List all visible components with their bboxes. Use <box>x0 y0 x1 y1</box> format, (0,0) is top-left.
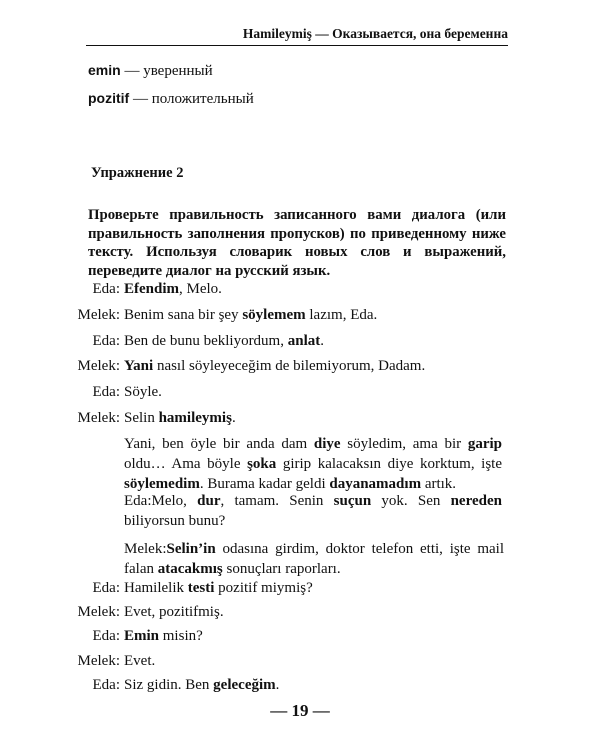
dialogue-text: söyledim, ama bir <box>340 436 468 452</box>
vocab-highlight: söylemem <box>242 307 306 323</box>
dialogue-line <box>77 307 378 324</box>
dialogue-line <box>77 653 156 670</box>
speaker-label: Eda: <box>92 333 120 349</box>
dialogue-text: Hamilelik <box>124 580 188 596</box>
vocab-highlight: Yani <box>124 358 154 374</box>
dialogue-line <box>92 628 203 645</box>
dialogue-text: sonuçları raporları. <box>222 561 341 577</box>
dialogue-text: Benim sana bir şey <box>124 307 243 323</box>
vocab-highlight: dur <box>197 493 221 509</box>
speaker-label: Eda: <box>92 628 120 644</box>
dialogue-line <box>124 491 502 531</box>
exercise-heading: Упражнение 2 <box>91 165 184 181</box>
speaker-label: Eda: <box>124 493 152 509</box>
dialogue-text: odasına girdim, doktor telefon etti, işte mail falan <box>124 541 504 577</box>
speaker-label: Melek: <box>77 358 120 374</box>
vocab-highlight: anlat <box>287 333 321 349</box>
dialogue-text: . Burama kadar geldi <box>199 476 330 492</box>
vocab-highlight: hamileymiş <box>158 410 232 426</box>
dialogue-line <box>92 580 313 597</box>
vocab-highlight: söylemedim <box>124 476 200 492</box>
dialogue-text: Siz gidin. Ben <box>124 677 214 693</box>
vocab-entry <box>88 90 254 108</box>
dialogue-text: Yani, ben öyle bir anda dam <box>124 436 314 452</box>
vocab-highlight: şoka <box>247 456 277 472</box>
vocab-highlight: Efendim <box>124 281 180 297</box>
vocab-highlight: garip <box>467 436 502 452</box>
dialogue-text: Evet. <box>124 653 156 669</box>
speaker-label: Eda: <box>92 677 120 693</box>
speaker-label: Melek: <box>77 307 120 323</box>
vocab-translation: — уверенный <box>120 63 213 79</box>
dialogue-text: Ben de bunu bekliyordum, <box>124 333 288 349</box>
dialogue-continuation <box>124 434 502 494</box>
speaker-label: Eda: <box>92 384 120 400</box>
vocab-highlight: nereden <box>450 493 502 509</box>
dialogue-line <box>77 410 236 427</box>
dialogue-line <box>77 358 426 375</box>
dialogue-line <box>77 604 224 621</box>
vocab-word: pozitif <box>88 90 130 106</box>
exercise-instruction: Проверьте правильность записанного вами диалога (или правильность заполнения пропусков) по приведенному ниже тексту. Используя словарик новых слов и выражений, переведите диалог на русский язык. <box>88 207 506 279</box>
dialogue-text: Selin <box>124 410 159 426</box>
vocab-highlight: suçun <box>333 493 372 509</box>
dialogue-text: Melo, <box>151 493 198 509</box>
speaker-label: Eda: <box>92 281 120 297</box>
vocab-highlight: atacakmış <box>157 561 223 577</box>
speaker-label: Melek: <box>124 541 167 557</box>
dialogue-text: lazım, Eda. <box>305 307 378 323</box>
dialogue-text: pozitif miymiş? <box>214 580 313 596</box>
running-header: Hamileymiş — Оказывается, она беременна <box>242 26 508 41</box>
vocab-translation: — положительный <box>129 91 254 107</box>
speaker-label: Eda: <box>92 580 120 596</box>
dialogue-text: biliyorsun bunu? <box>124 513 226 529</box>
vocab-highlight: geleceğim <box>213 677 276 693</box>
dialogue-text: Evet, pozitifmiş. <box>124 604 224 620</box>
dialogue-text: , tamam. Senin <box>220 493 334 509</box>
speaker-label: Melek: <box>77 653 120 669</box>
vocab-highlight: testi <box>187 580 215 596</box>
dialogue-text: misin? <box>159 628 203 644</box>
header-rule <box>86 45 508 46</box>
dialogue-line <box>92 677 280 694</box>
dialogue-line <box>124 539 504 579</box>
dialogue-text: yok. Sen <box>371 493 451 509</box>
speaker-label: Melek: <box>77 410 120 426</box>
vocab-highlight: Emin <box>124 628 160 644</box>
vocab-highlight: Selin’in <box>166 541 216 557</box>
dialogue-text: , Melo. <box>179 281 222 297</box>
dialogue-line <box>92 384 162 401</box>
dialogue-text: nasıl söyleyeceğim de bilemiyorum, Dadam. <box>153 358 426 374</box>
speaker-label: Melek: <box>77 604 120 620</box>
vocab-highlight: diye <box>313 436 341 452</box>
dialogue-line <box>92 281 222 298</box>
vocab-highlight: dayanamadım <box>329 476 422 492</box>
dialogue-text: oldu… Ama böyle <box>124 456 248 472</box>
dialogue-line <box>92 333 324 350</box>
dialogue-text: girip kalacaksın diye korktum, işte <box>276 456 502 472</box>
vocab-entry <box>88 62 213 80</box>
dialogue-text: . <box>275 677 280 693</box>
dialogue-text: . <box>320 333 324 349</box>
vocab-word: emin <box>88 62 121 78</box>
dialogue-text: artık. <box>421 476 457 492</box>
dialogue-text: . <box>231 410 236 426</box>
page-number: — 19 — <box>270 701 330 720</box>
dialogue-text: Söyle. <box>124 384 162 400</box>
